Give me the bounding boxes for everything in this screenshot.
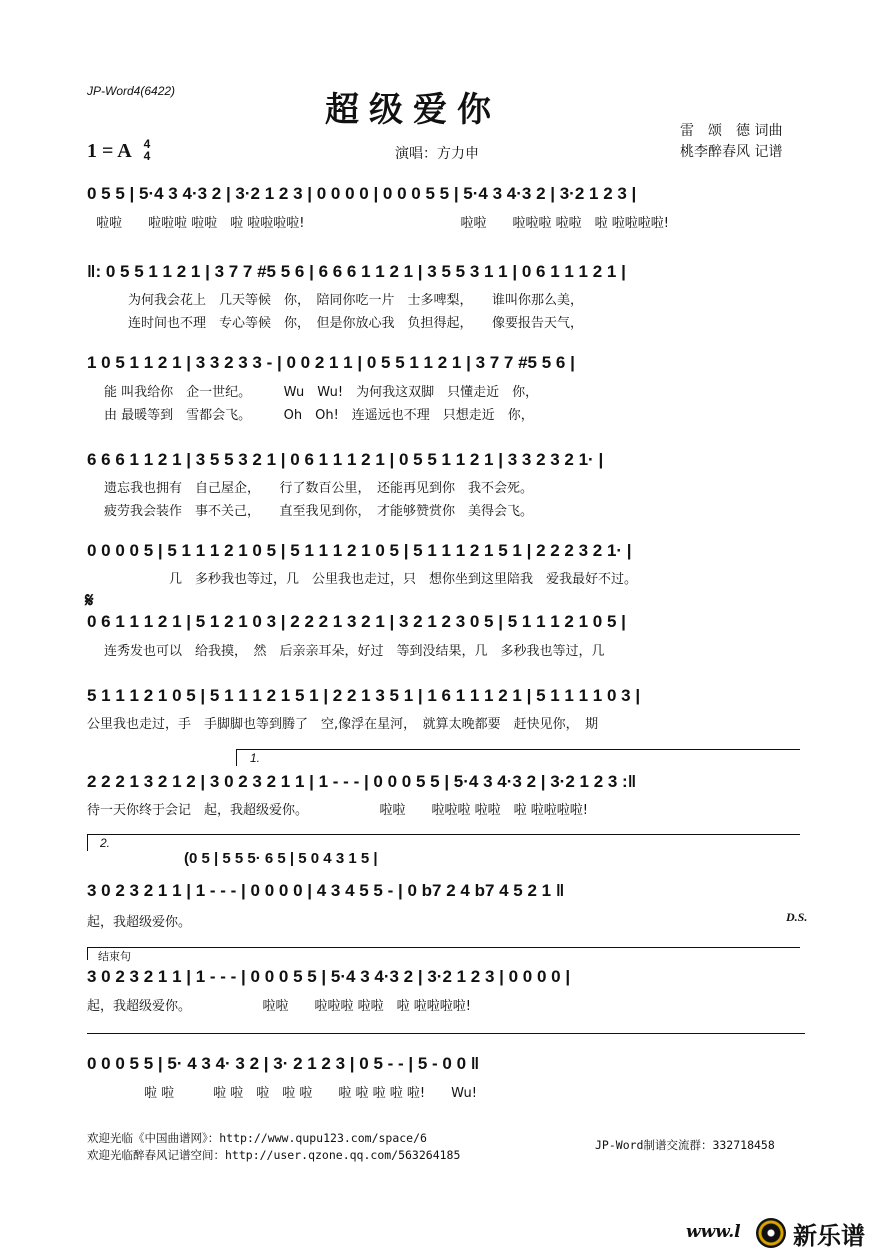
ds-marking: D.S.: [786, 910, 808, 924]
time-sig-bottom: 4: [143, 149, 151, 163]
volta-1-label: 1.: [250, 751, 261, 765]
system-3-lyrics-verse2: 由 最暖等到 雪都会飞。 Oh Oh! 连遥远也不理 只想走近 你，: [104, 408, 534, 423]
key-label: 1 = A: [87, 140, 132, 162]
system-1-notes: 0 5 5 | 5·4 3 4·3 2 | 3·2 1 2 3 | 0 0 0 0 | 0 0 0 5 5 | 5·4 3 4·3 2 | 3·2 1 2 3 |: [87, 184, 637, 203]
logo-disc-icon: [756, 1218, 786, 1248]
system-2-lyrics-verse1: 为何我会花上 几天等候 你， 陪同你吃一片 士多啤梨， 谁叫你那么美，: [128, 293, 584, 308]
system-11-lyrics: 啦 啦 啦 啦 啦 啦 啦 啦 啦 啦 啦 啦! Wu!: [118, 1086, 477, 1101]
system-10-lyrics: 起，我超级爱你。 啦啦 啦啦啦 啦啦 啦 啦啦啦啦!: [87, 999, 471, 1014]
system-8-lyrics: 待一天你终于会记 起，我超级爱你。 啦啦 啦啦啦 啦啦 啦 啦啦啦啦!: [87, 803, 588, 818]
volta-2-bracket: [87, 834, 800, 851]
software-tag: JP-Word4(6422): [87, 84, 176, 98]
site-partial: www.l: [686, 1222, 741, 1242]
footer-group: JP-Word制谱交流群：332718458: [595, 1138, 775, 1152]
segno-icon: 𝄋: [85, 588, 94, 612]
system-8-notes: 2 2 2 1 3 2 1 2 | 3 0 2 3 2 1 1 | 1 - - - | 0 0 0 5 5 | 5·4 3 4·3 2 | 3·2 1 2 3 :‖: [87, 772, 637, 791]
system-6-notes: 0 6 1 1 1 2 1 | 5 1 2 1 0 3 | 2 2 2 1 3 2 1 | 3 2 1 2 3 0 5 | 5 1 1 1 2 1 0 5 |: [87, 612, 626, 631]
volta-1-bracket: [236, 749, 800, 766]
system-7-notes: 5 1 1 1 2 1 0 5 | 5 1 1 1 2 1 5 1 | 2 2 1 3 5 1 | 1 6 1 1 1 2 1 | 5 1 1 1 1 0 3 |: [87, 686, 641, 705]
coda-bracket: [87, 947, 800, 960]
brand-logo: 新乐谱: [793, 1222, 865, 1250]
credit-composer: 雷 颂 德 词曲: [680, 123, 783, 139]
time-signature: [141, 138, 153, 162]
system-1-lyrics: 啦啦 啦啦啦 啦啦 啦 啦啦啦啦! 啦啦 啦啦啦 啦啦 啦 啦啦啦啦!: [96, 216, 669, 231]
system-5-notes: 0 0 0 0 5 | 5 1 1 1 2 1 0 5 | 5 1 1 1 2 1 0 5 | 5 1 1 1 2 1 5 1 | 2 2 2 3 2 1· |: [87, 541, 632, 560]
system-10-notes: 3 0 2 3 2 1 1 | 1 - - - | 0 0 0 5 5 | 5·4 3 4·3 2 | 3·2 1 2 3 | 0 0 0 0 |: [87, 967, 571, 986]
system-4-notes: 6 6 6 1 1 2 1 | 3 5 5 3 2 1 | 0 6 1 1 1 2 1 | 0 5 5 1 1 2 1 | 3 3 2 3 2 1· |: [87, 450, 604, 469]
system-7-lyrics: 公里我也走过，手 手脚脚也等到腾了 空,像浮在星河， 就算太晚都要 赶快见你， 期: [87, 717, 599, 732]
system-2-notes: ‖: 0 5 5 1 1 2 1 | 3 7 7 #5 5 6 | 6 6 6 1 1 2 1 | 3 5 5 3 1 1 | 0 6 1 1 1 2 1 |: [87, 262, 626, 281]
singer: 演唱：方力申: [395, 146, 479, 162]
footer-link-qupu[interactable]: 欢迎光临《中国曲谱网》：http://www.qupu123.com/space/6: [87, 1131, 427, 1145]
system-4-lyrics-verse1: 遗忘我也拥有 自己屋企， 行了数百公里， 还能再见到你 我不会死。: [104, 481, 534, 496]
system-3-lyrics-verse1: 能 叫我给你 企一世纪。 Wu Wu! 为何我这双脚 只懂走近 你，: [104, 385, 539, 400]
system-9-upper-notes: (0 5 | 5 5 5· 6 5 | 5 0 4 3 1 5 |: [184, 850, 378, 867]
system-4-lyrics-verse2: 疲劳我会装作 事不关己， 直至我见到你， 才能够赞赏你 美得会飞。: [104, 504, 534, 519]
key-signature: [87, 137, 151, 163]
system-5-lyrics: 几 多秒我也等过，几 公里我也走过，只 想你坐到这里陪我 爱我最好不过。: [130, 572, 638, 587]
separator-line: [87, 1033, 805, 1034]
system-2-lyrics-verse2: 连时间也不理 专心等候 你， 但是你放心我 负担得起， 像要报告天气，: [128, 316, 584, 331]
credit-transcriber: 桃李醉春风 记谱: [680, 144, 783, 160]
time-sig-top: 4: [143, 137, 151, 151]
system-6-lyrics: 连秀发也可以 给我摸， 然 后亲亲耳朵，好过 等到没结果，几 多秒我也等过，几: [104, 644, 605, 659]
system-9-notes: 3 0 2 3 2 1 1 | 1 - - - | 0 0 0 0 | 4 3 4 5 5 - | 0 b7 2 4 b7 4 5 2 1 ‖: [87, 881, 565, 900]
system-11-notes: 0 0 0 5 5 | 5· 4 3 4· 3 2 | 3· 2 1 2 3 | 0 5 - - | 5 - 0 0 ‖: [87, 1054, 480, 1073]
system-9-lyrics: 起，我超级爱你。: [87, 915, 192, 930]
volta-2-label: 2.: [100, 836, 111, 850]
system-3-notes: 1 0 5 1 1 2 1 | 3 3 2 3 3 - | 0 0 2 1 1 | 0 5 5 1 1 2 1 | 3 7 7 #5 5 6 |: [87, 353, 575, 372]
section-label: 结束句: [98, 950, 131, 963]
footer-link-qzone[interactable]: 欢迎光临醉春风记谱空间：http://user.qzone.qq.com/563264185: [87, 1148, 461, 1162]
page-title: 超级爱你: [325, 90, 501, 130]
